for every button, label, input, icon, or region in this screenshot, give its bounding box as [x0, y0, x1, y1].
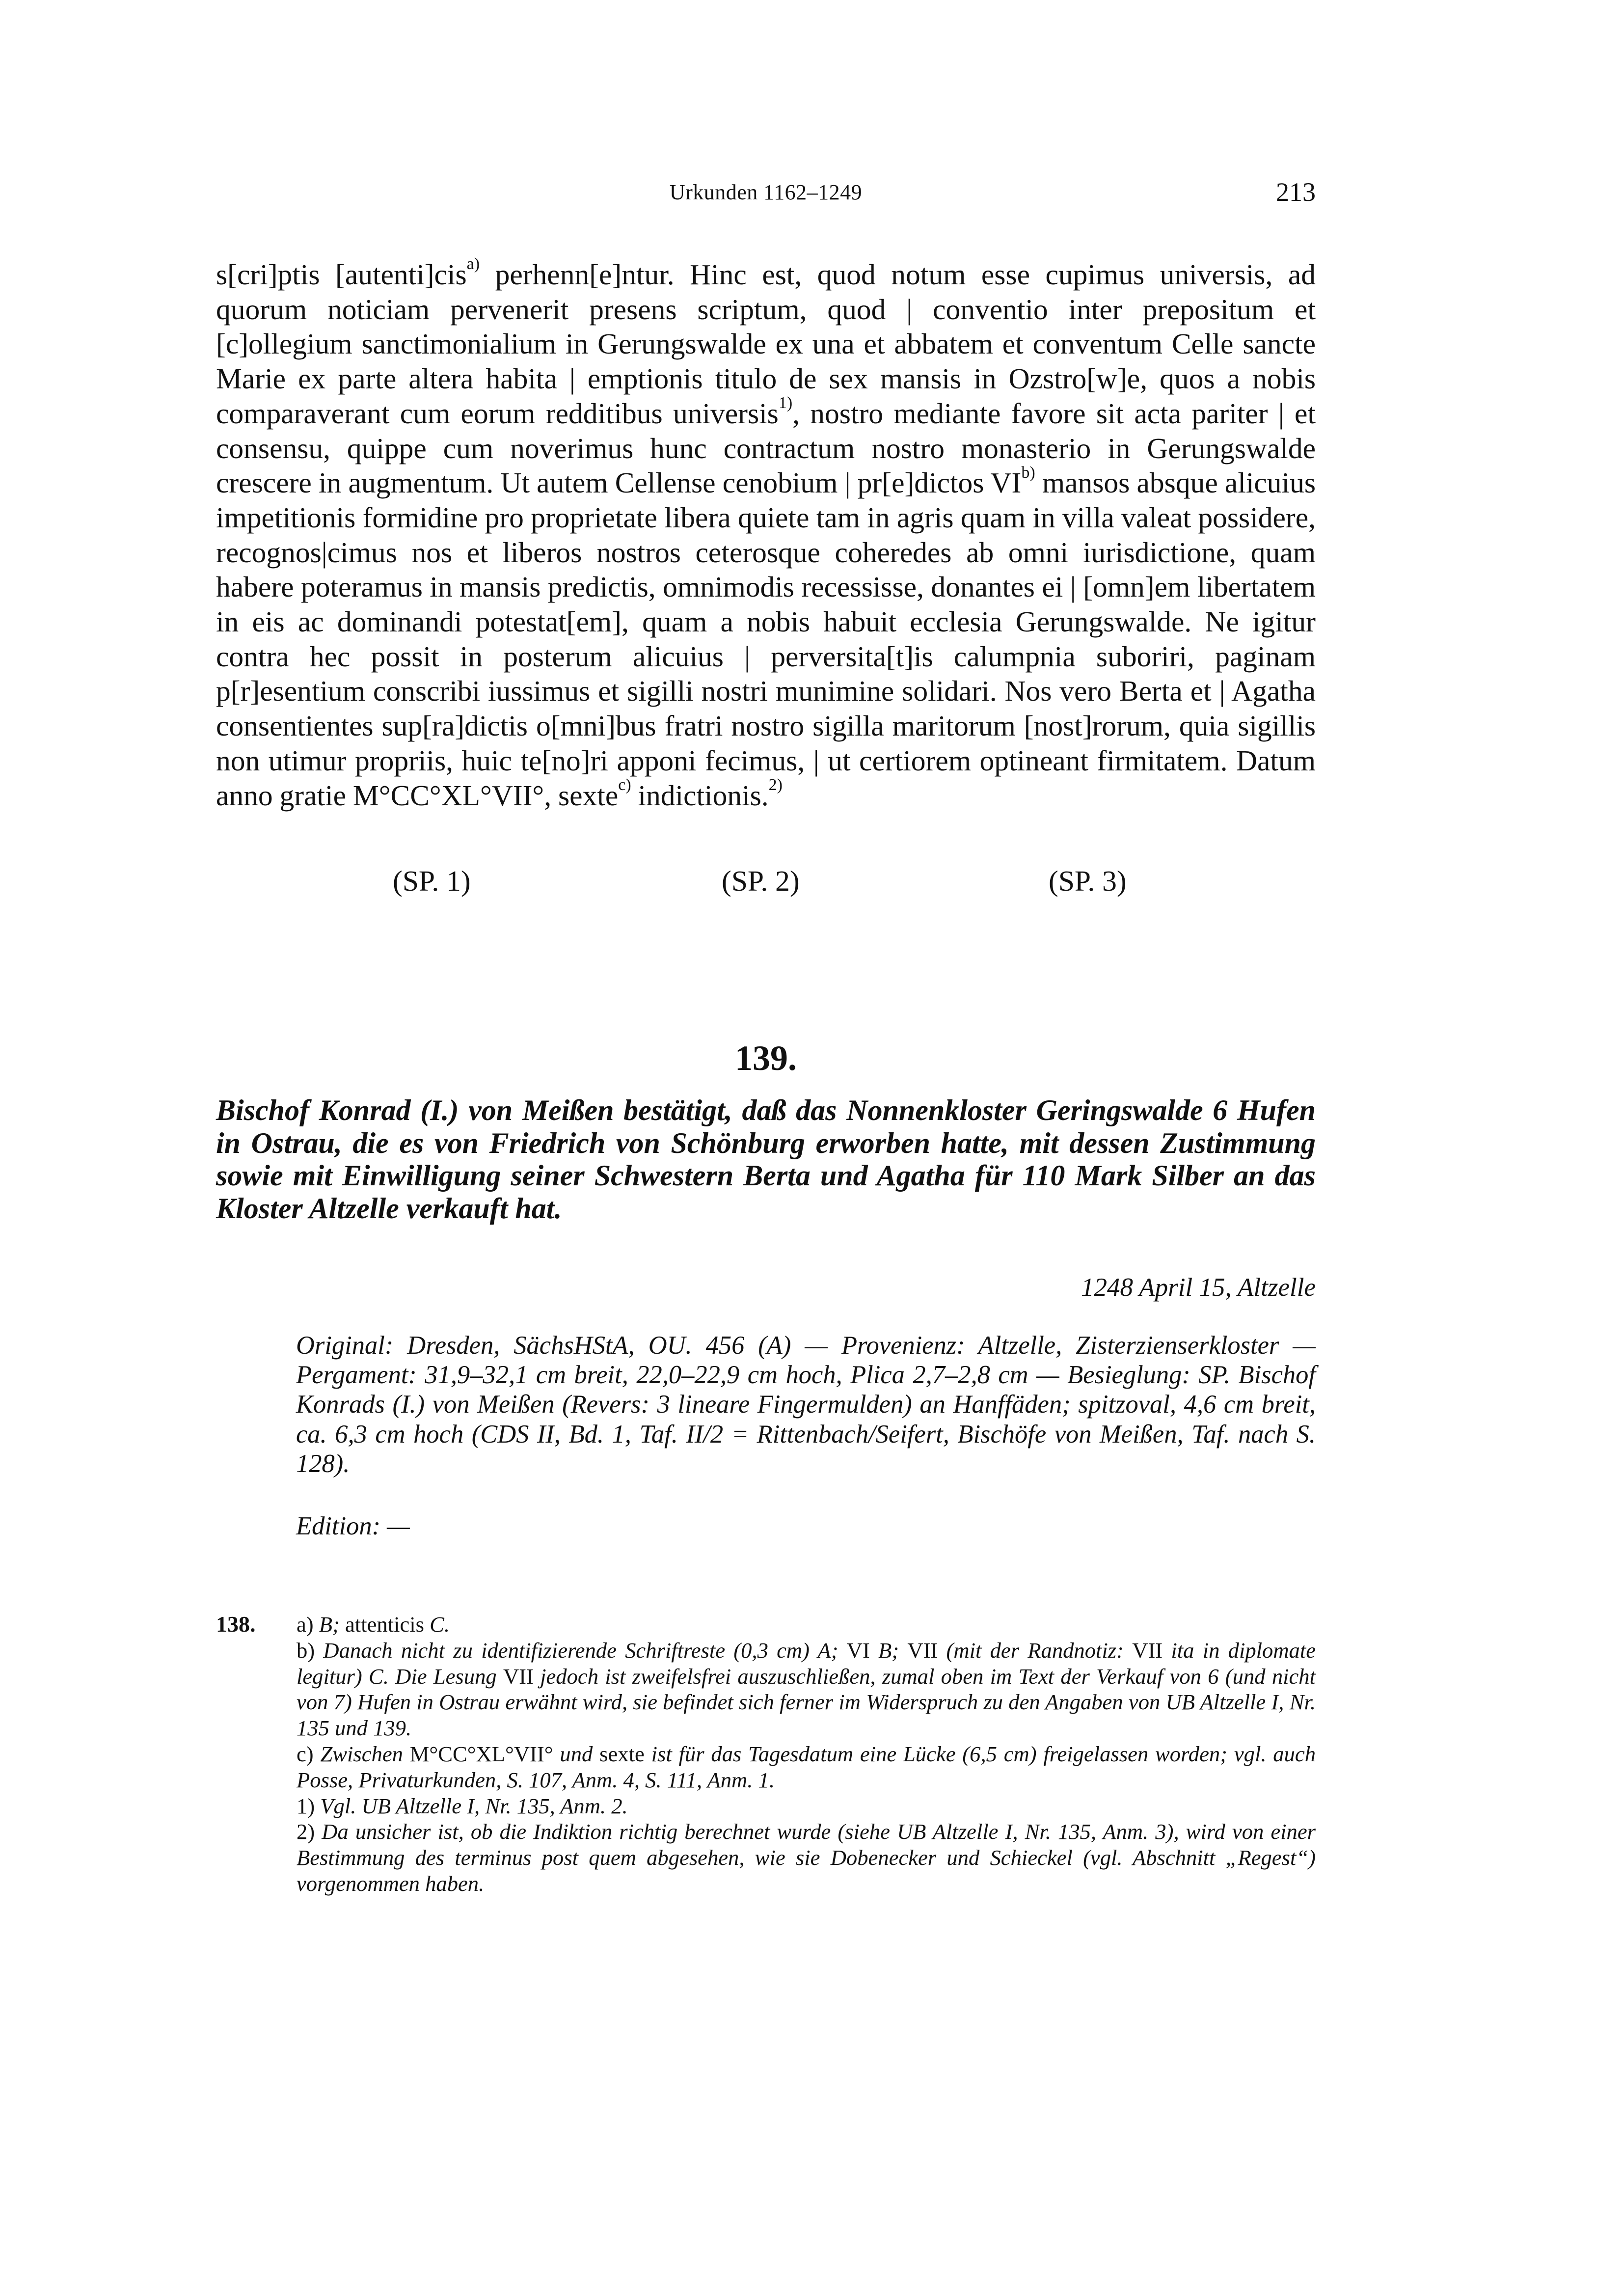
text-segment: perhenn[e]ntur. Hinc est, quod notum esse cupimus universis, ad quorum noticiam pervenerit presens scriptum, quod | conventio inter prepositum et [c]ollegium sanctimonialium in Gerungswalde ex una et abbatem et conventum Celle sancte Marie ex parte altera habita | emptionis titulo de sex mansis in Ozstro[w]e, quos a nobis comparaverant cum eorum redditibus universis — [216, 258, 1316, 430]
footnote-text: Danach nicht zu identifizierende Schriftreste (0,3 cm) A; — [323, 1638, 847, 1663]
siglum: B; — [319, 1612, 340, 1637]
footnote-marker: c) — [618, 775, 631, 794]
siglum: C. — [430, 1612, 450, 1637]
footnote-text: VII — [1132, 1638, 1171, 1663]
footnote-text: Zwischen — [320, 1741, 410, 1766]
running-title: Urkunden 1162–1249 — [669, 180, 863, 204]
footnote-text: (mit der Randnotiz: — [946, 1638, 1133, 1663]
footnote-mark: a) — [297, 1612, 319, 1637]
footnote-marker: b) — [1021, 463, 1035, 482]
footnote-marker: 1) — [778, 394, 793, 412]
charter-number: 139. — [735, 1039, 797, 1078]
apparatus-notes — [297, 1612, 1316, 1897]
footnote-marker: 2) — [768, 775, 783, 794]
footnote-text: ita in diplomate legitur) C. Die Lesung — [297, 1638, 1316, 1689]
footnote-c — [297, 1741, 1316, 1793]
text-segment: s[cri]ptis [autenti]cis — [216, 258, 467, 291]
seal-line — [216, 864, 1316, 903]
edition-note: Edition: — — [296, 1512, 410, 1540]
footnote-text: sexte — [599, 1741, 651, 1766]
text-segment: , nostro mediante favore sit acta pariter | et consensu, quippe cum noverimus hunc contractum nostro monasterio in Gerungswalde crescere in augmentum. Ut autem Cellense cenobium | pr[e]dictos VI — [216, 397, 1316, 499]
footnote-text: ist für das Tagesdatum eine Lücke (6,5 cm) freigelassen worden; vgl. auch Posse, Privaturkunden, S. 107, Anm. 4, S. 111, Anm. 1. — [297, 1741, 1316, 1792]
footnote-text: VI — [846, 1638, 879, 1663]
regest: Bischof Konrad (I.) von Meißen bestätigt, daß das Nonnenkloster Geringswalde 6 Hufen in Ostrau, die es von Friedrich von Schönburg erworben hatte, mit dessen Zustimmung sowie mit Einwilligung seiner Schwestern Berta und Agatha für 110 Mark Silber an das Kloster Altzelle verkauft hat. — [216, 1094, 1316, 1225]
provenance-note: Original: Dresden, SächsHStA, OU. 456 (A) — Provenienz: Altzelle, Zisterzienserkloster — Pergament: 31,9–32,1 cm breit, 22,0–22,9 cm hoch, Plica 2,7–2,8 cm — Besieglung: SP. Bischof Konrads (I.) von Meißen (Revers: 3 lineare Fingermulden) an Hanffäden; spitzoval, 4,6 cm breit, ca. 6,3 cm hoch (CDS II, Bd. 1, Taf. II/2 = Rittenbach/Seifert, Bischöfe von Meißen, Taf. nach S. 128). — [296, 1331, 1316, 1478]
running-header — [216, 177, 1316, 216]
footnote-text: B; — [878, 1638, 908, 1663]
footnote-text: jedoch ist zweifelsfrei auszuschließen, zumal oben im Text der Verkauf von 6 (und nicht von 7) Hufen in Ostrau erwähnt wird, sie befindet sich ferner im Widerspruch zu den Angaben von UB Altzelle I, Nr. 135 und 139. — [297, 1664, 1316, 1741]
footnote-text: attenticis — [339, 1612, 430, 1637]
footnote-mark: 2) — [297, 1819, 322, 1844]
text-segment: mansos absque alicuius impetitionis formidine pro proprietate libera quiete tam in agris quam in villa valeat possidere, recognos|cimus nos et liberos nostros ceterosque coheredes ab omni iurisdictione, quam habere poteramus in mansis predictis, omnimodis recessisse, donantes ei | [omn]em libertatem in eis ac dominandi potestat[em], quam a nobis habuit ecclesia Gerungswalde. Ne igitur contra hec possit in posterum alicuius | perversita[t]is calumpnia suboriri, paginam p[r]esentium conscribi iussimus et sigilli nostri munimine solidari. Nos vero Berta et | Agatha consentientes sup[ra]dictis o[mni]bus fratri nostro sigilla maritorum [nost]rorum, quia sigillis non utimur propriis, huic te[no]ri apponi fecimus, | ut certiorem optineant firmitatem. Datum anno gratie M°CC°XL°VII°, sexte — [216, 466, 1316, 812]
footnote-mark: b) — [297, 1638, 324, 1663]
seal-1: (SP. 1) — [393, 865, 471, 897]
footnote-text: Vgl. UB Altzelle I, Nr. 135, Anm. 2. — [320, 1793, 628, 1818]
footnote-text: VII — [907, 1638, 946, 1663]
footnote-text: Da unsicher ist, ob die Indiktion richtig berechnet wurde (siehe UB Altzelle I, Nr. 135, Anm. 3), wird von einer Bestimmung des terminus post quem abgesehen, wie sie Dobenecker und Schieckel (vgl. Abschnitt „Regest“) vorgenommen haben. — [297, 1819, 1316, 1896]
footnote-text: und — [560, 1741, 600, 1766]
footnote-marker: a) — [466, 255, 480, 273]
footnote-b — [297, 1638, 1316, 1741]
footnote-1 — [297, 1793, 1316, 1819]
footnote-a — [297, 1612, 1316, 1638]
apparatus-reference: 138. — [216, 1612, 256, 1637]
page-number: 213 — [1276, 177, 1316, 207]
footnote-text: VII — [503, 1664, 541, 1689]
charter-138-text — [216, 257, 1316, 813]
seal-3: (SP. 3) — [1049, 865, 1127, 897]
footnote-apparatus — [216, 1612, 1316, 1897]
footnote-2 — [297, 1819, 1316, 1896]
footnote-text: M°CC°XL°VII° — [409, 1741, 560, 1766]
date-place: 1248 April 15, Altzelle — [1081, 1273, 1316, 1302]
footnote-mark: c) — [297, 1741, 321, 1766]
text-segment: indictionis. — [631, 779, 769, 812]
footnote-mark: 1) — [297, 1793, 321, 1818]
seal-2: (SP. 2) — [722, 865, 800, 897]
